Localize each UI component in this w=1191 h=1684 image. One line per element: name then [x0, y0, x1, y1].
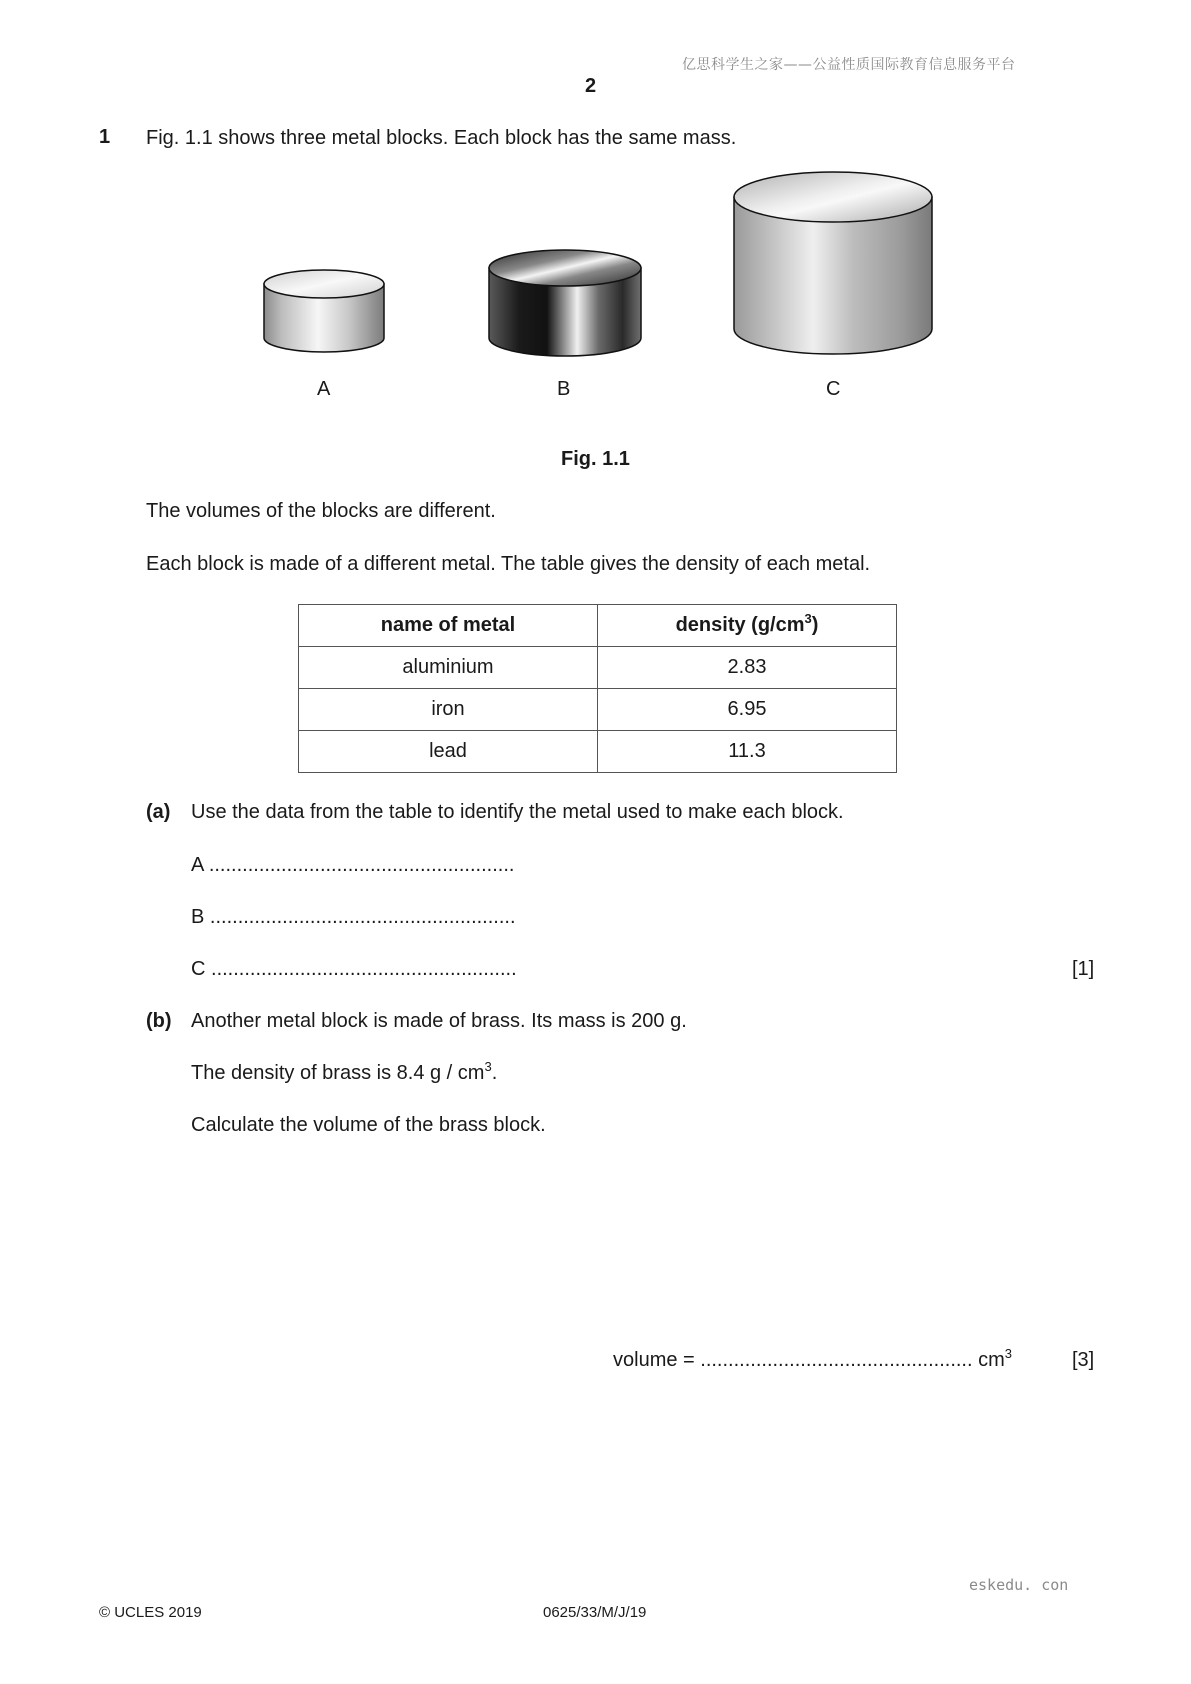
table-header-row — [299, 605, 897, 647]
metal-blocks-figure — [240, 170, 960, 410]
density-cell: 2.83 — [598, 647, 897, 689]
block-label-b: B — [557, 378, 571, 400]
volumes-text: The volumes of the blocks are different. — [146, 500, 496, 522]
paper-code: 0625/33/M/J/19 — [543, 1604, 647, 1621]
question-number: 1 — [99, 126, 111, 148]
table-intro: Each block is made of a different metal. The table gives the density of each metal. — [146, 553, 871, 575]
brass-density-text: The density of brass is 8.4 g / $cm^3$. — [191, 1059, 498, 1084]
table-row — [299, 689, 897, 731]
part-a-label: (a) — [146, 801, 171, 823]
density-table — [298, 604, 897, 773]
copyright: © UCLES 2019 — [99, 1604, 202, 1621]
density-cell: 11.3 — [598, 731, 897, 773]
part-b-marks: [3] — [1072, 1349, 1095, 1371]
calc-instruction: Calculate the volume of the brass block. — [191, 1114, 546, 1136]
figure-caption: Fig. 1.1 — [561, 448, 630, 470]
metal-cell: aluminium — [299, 647, 598, 689]
block-a-shape — [264, 270, 384, 352]
header-watermark: 亿思科学生之家——公益性质国际教育信息服务平台 — [682, 57, 1016, 73]
answer-line-b[interactable]: B ....................................................... — [191, 906, 516, 928]
page-number: 2 — [585, 75, 597, 97]
density-column-header: density $(g/cm^3)$ — [598, 605, 897, 647]
density-cell: 6.95 — [598, 689, 897, 731]
footer-watermark: eskedu. con — [969, 1576, 1069, 1594]
part-b-text: Another metal block is made of brass. Its mass is 200 g. — [191, 1010, 687, 1032]
table-row — [299, 647, 897, 689]
part-a-text: Use the data from the table to identify the metal used to make each block. — [191, 801, 844, 823]
answer-line-c[interactable]: C ....................................................... — [191, 958, 517, 980]
metal-cell: iron — [299, 689, 598, 731]
volume-answer-line[interactable]: volume = ................................................. $cm^3$ — [613, 1346, 1013, 1371]
block-c-shape — [734, 172, 932, 354]
block-label-a: A — [317, 378, 331, 400]
table-row — [299, 731, 897, 773]
block-label-c: C — [826, 378, 841, 400]
question-intro: Fig. 1.1 shows three metal blocks. Each block has the same mass. — [146, 127, 737, 149]
part-a-marks: [1] — [1072, 958, 1095, 980]
metal-cell: lead — [299, 731, 598, 773]
block-b-shape — [489, 250, 641, 356]
part-b-label: (b) — [146, 1010, 172, 1032]
metal-column-header: name of metal — [299, 605, 598, 647]
answer-line-a[interactable]: A ....................................................... — [191, 854, 515, 876]
